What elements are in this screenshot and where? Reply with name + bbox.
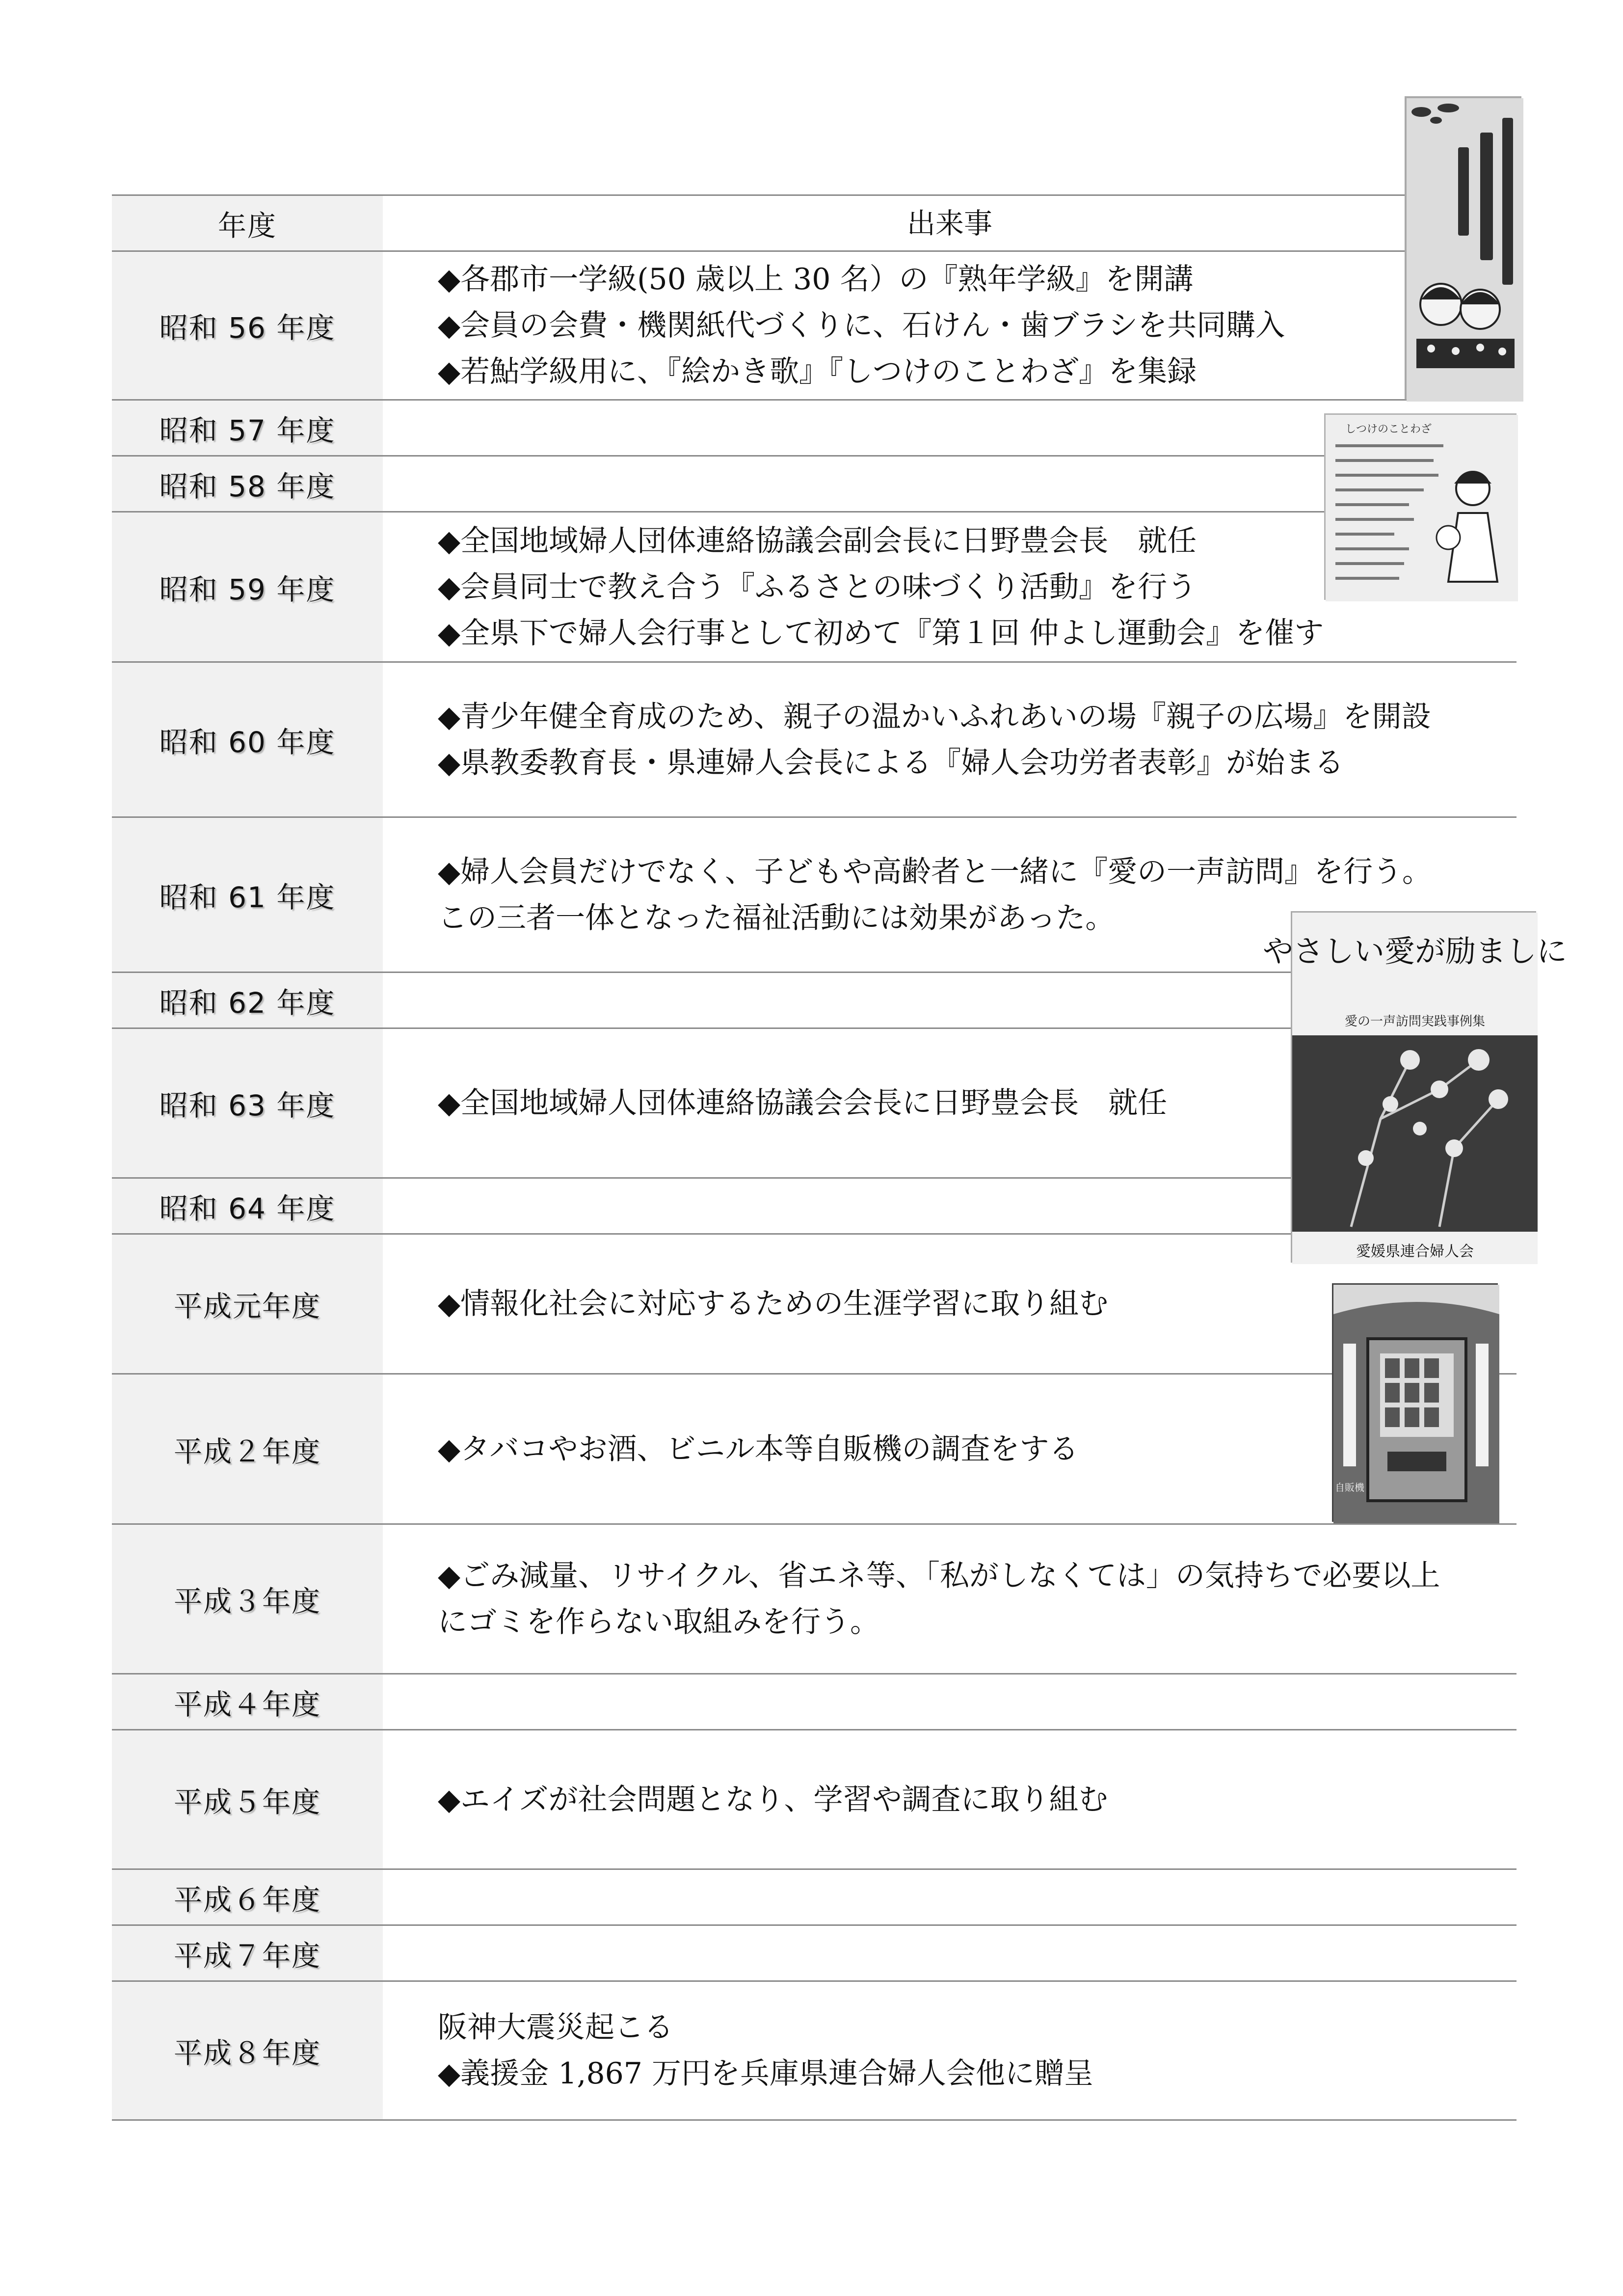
events-cell: [383, 1870, 1517, 1924]
event-line: ◆情報化社会に対応するための生涯学習に取り組む: [438, 1287, 1109, 1321]
table-row: [112, 457, 1517, 513]
vending-machine-illustration: [1333, 1285, 1499, 1523]
year-cell: 平成５年度: [112, 1730, 383, 1868]
year-cell: 昭和 56 年度: [112, 252, 383, 399]
event-line: ◆会員同士で教え合う『ふるさとの味づくり活動』を行う: [438, 569, 1197, 604]
year-cell: 昭和 60 年度: [112, 663, 383, 816]
vending-machine-photo: [1332, 1283, 1498, 1522]
events-cell: [383, 252, 1517, 399]
table-row: [112, 1926, 1517, 1982]
year-cell: 平成７年度: [112, 1926, 383, 1980]
booklet-cover-photo-2: [1262, 911, 1568, 1263]
year-cell: 平成３年度: [112, 1525, 383, 1673]
events-cell: [383, 1730, 1517, 1868]
booklet-cover-illustration: [1407, 98, 1523, 402]
table-row: [112, 1675, 1517, 1730]
event-line: ◆全国地域婦人団体連絡協議会副会長に日野豊会長 就任: [438, 523, 1197, 558]
event-line: ◆エイズが社会問題となり、学習や調査に取り組む: [438, 1782, 1108, 1817]
events-cell: [383, 1525, 1517, 1673]
table-row: [112, 1525, 1517, 1675]
event-line: ◆青少年健全育成のため、親子の温かいふれあいの場『親子の広場』を開設: [438, 699, 1431, 734]
cover3-subtitle: 愛の一声訪問実践事例集: [1344, 1014, 1486, 1029]
vending-caption: 自販機: [1335, 1482, 1364, 1493]
year-cell: 平成８年度: [112, 1982, 383, 2119]
events-cell: [383, 1926, 1517, 1980]
event-line: にゴミを作らない取組みを行う。: [438, 1605, 879, 1639]
year-cell: 平成４年度: [112, 1675, 383, 1729]
events-cell: [383, 663, 1517, 816]
year-cell: 平成２年度: [112, 1375, 383, 1523]
event-line: ◆タバコやお酒、ビニル本等自販機の調査をする: [438, 1432, 1079, 1466]
events-cell: [383, 1982, 1517, 2119]
table-row: [112, 1730, 1517, 1870]
year-cell: 昭和 57 年度: [112, 401, 383, 455]
event-line: ◆ごみ減量、リサイクル、省エネ等、「私がしなくては」の気持ちで必要以上: [438, 1559, 1440, 1593]
year-cell: 昭和 59 年度: [112, 513, 383, 661]
table-row: [112, 252, 1517, 401]
cover3-title: やさしい愛が励ましに: [1262, 933, 1568, 969]
event-line: ◆義援金 1,867 万円を兵庫県連合婦人会他に贈呈: [438, 2056, 1094, 2091]
proverbs-page-title: しつけのことわざ: [1345, 423, 1432, 435]
event-line: ◆全県下で婦人会行事として初めて『第１回 仲よし運動会』を催す: [438, 616, 1324, 650]
event-line: ◆婦人会員だけでなく、子どもや高齢者と一緒に『愛の一声訪問』を行う。: [438, 854, 1432, 889]
proverbs-page-illustration: [1326, 415, 1518, 601]
year-cell: 平成６年度: [112, 1870, 383, 1924]
year-cell: 平成元年度: [112, 1235, 383, 1373]
table-header: [112, 194, 1517, 252]
table-row: [112, 1870, 1517, 1926]
event-line: ◆県教委教育長・県連婦人会長による『婦人会功労者表彰』が始まる: [438, 745, 1344, 780]
event-line: ◆会員の会費・機関紙代づくりに、石けん・歯ブラシを共同購入: [438, 308, 1285, 343]
booklet-cover-photo-1: [1405, 96, 1521, 400]
year-cell: 昭和 64 年度: [112, 1179, 383, 1233]
year-column-header: 年度: [112, 196, 383, 250]
table-row: [112, 401, 1517, 457]
events-cell: [383, 1675, 1517, 1729]
table-row: [112, 513, 1517, 663]
year-cell: 昭和 63 年度: [112, 1029, 383, 1177]
event-line: ◆全国地域婦人団体連絡協議会会長に日野豊会長 就任: [438, 1086, 1168, 1120]
year-cell: 昭和 61 年度: [112, 818, 383, 972]
event-line: ◆各郡市一学級(50 歳以上 30 名）の『熟年学級』を開講: [438, 262, 1194, 297]
table-row: [112, 1375, 1517, 1525]
cover3-publisher: 愛媛県連合婦人会: [1356, 1243, 1474, 1260]
event-line: ◆若鮎学級用に、『絵かき歌』『しつけのことわざ』を集録: [438, 354, 1197, 389]
year-cell: 昭和 58 年度: [112, 457, 383, 511]
year-cell: 昭和 62 年度: [112, 973, 383, 1027]
plum-blossom-cover-illustration: [1262, 913, 1568, 1264]
events-column-header: 出来事: [906, 206, 992, 240]
proverbs-page-photo: [1324, 413, 1517, 600]
table-row: [112, 663, 1517, 818]
event-line: この三者一体となった福祉活動には効果があった。: [438, 900, 1115, 935]
table-row: [112, 1982, 1517, 2121]
event-line: 阪神大震災起こる: [438, 2010, 673, 2045]
